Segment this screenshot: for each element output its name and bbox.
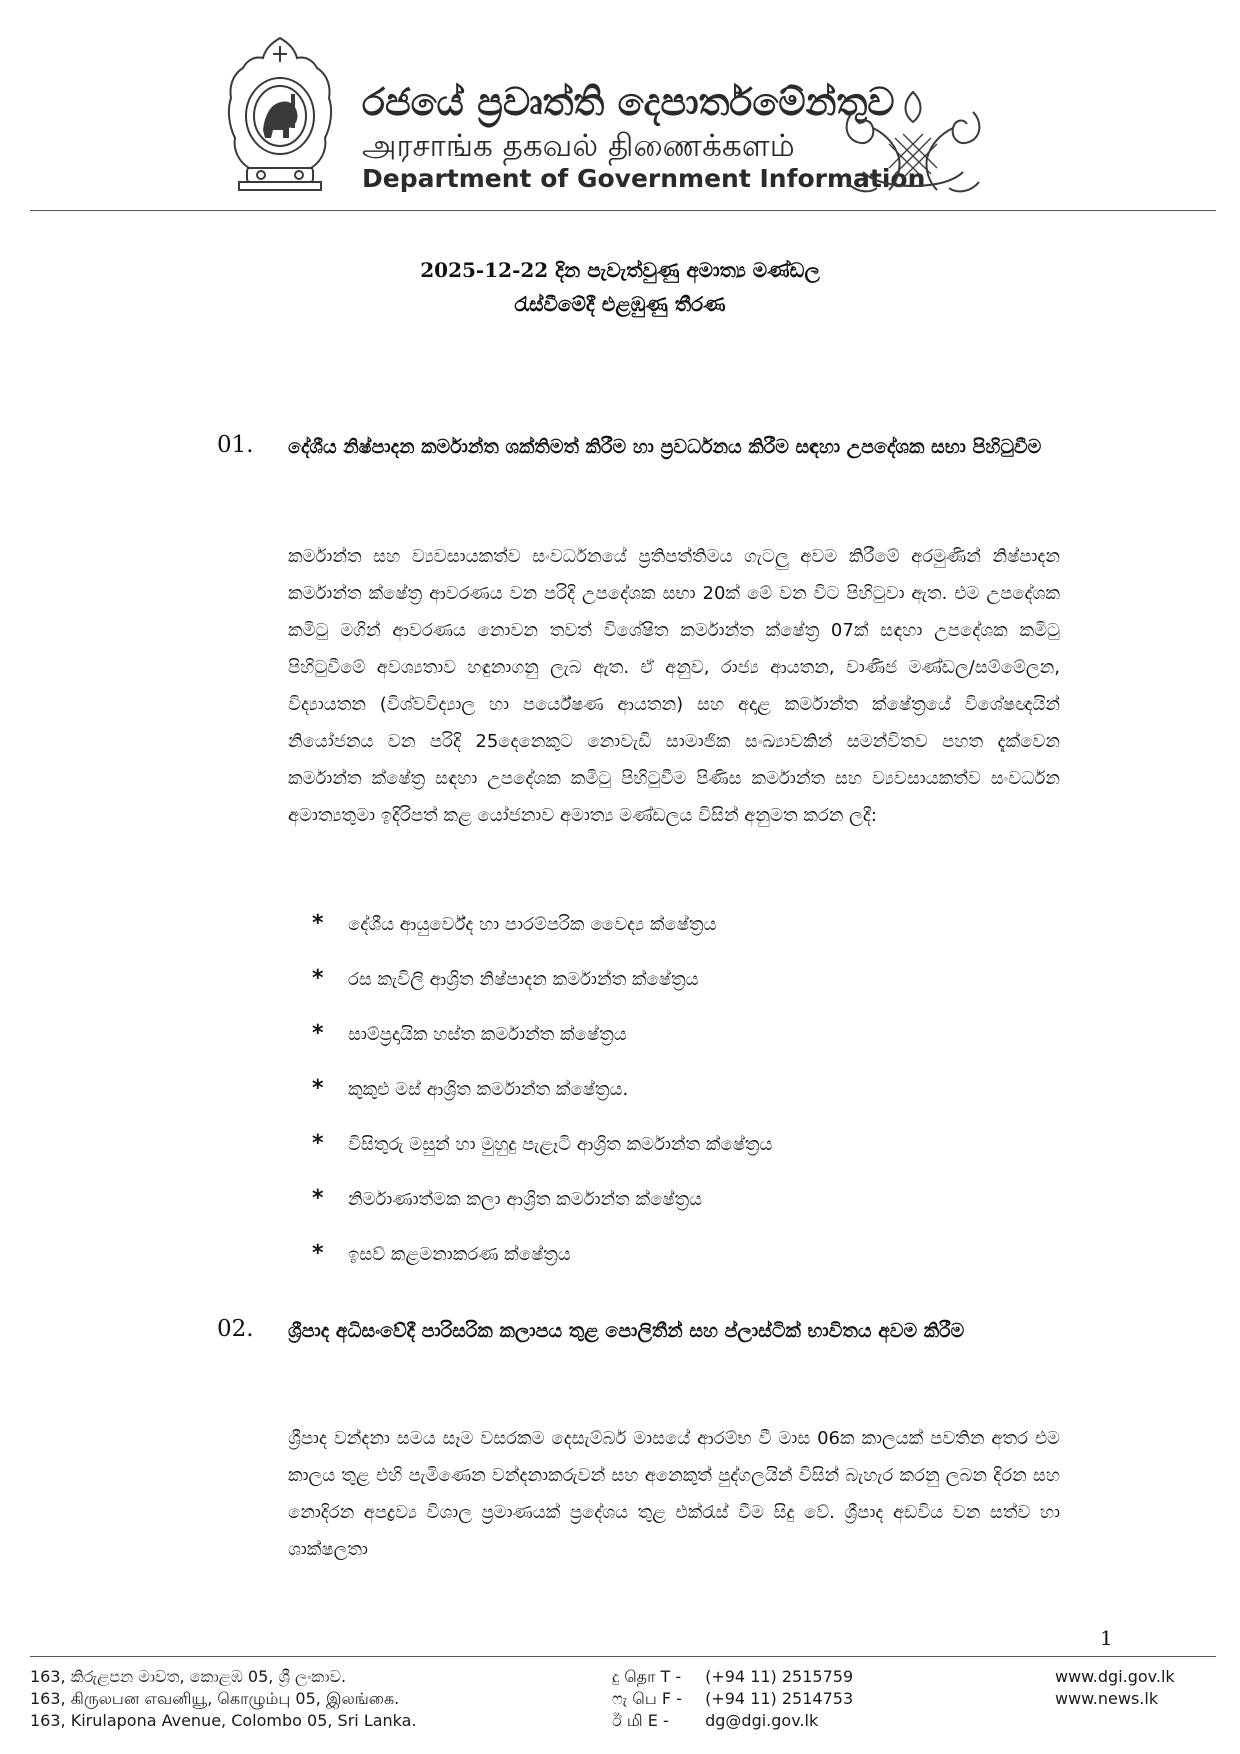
- bullet-item: ඉසව් කළමනාකරණ ක්ෂේත්‍රය: [348, 1244, 571, 1265]
- department-name-sinhala: රජයේ ප්‍රවෘත්ති දෙපාර්තමේන්තුව: [362, 80, 895, 124]
- bullet-item: නිර්මාණාත්මක කලා ආශ්‍රිත කර්මාන්ත ක්ෂේත්‍රය: [348, 1189, 703, 1210]
- bullet-item: රස කැවිලි ආශ්‍රිත නිෂ්පාදන කර්මාන්ත ක්ෂේත්‍රය: [348, 969, 699, 990]
- website-link-dgi[interactable]: www.dgi.gov.lk: [1055, 1667, 1175, 1686]
- section-title: දේශීය නිෂ්පාදන කර්මාන්ත ශක්තිමත් කිරීම හා ප්‍රවර්ධනය කිරීම සඳහා උපදේශක සභා පිහිටුවීම: [288, 436, 1042, 458]
- section-title: ශ්‍රීපාද අධිසංවේදී පාරිසරික කලාපය තුළ පොලිතීන් සහ ප්ලාස්ටික් භාවිතය අවම කිරීම: [288, 1320, 965, 1342]
- bullet-marker: *: [312, 911, 324, 936]
- bullet-item: විසිතුරු මසුන් හා මුහුදු පැළෑටි ආශ්‍රිත කර්මාන්ත ක්ෂේත්‍රය: [348, 1134, 773, 1155]
- address-english: 163, Kirulapona Avenue, Colombo 05, Sri Lanka.: [30, 1711, 417, 1730]
- department-name-tamil: அரசாங்க தகவல் திணைக்களம்: [362, 128, 795, 164]
- email-code: ඊ மி E -: [612, 1711, 669, 1730]
- footer-divider: [30, 1656, 1216, 1657]
- phone-code: දු தொ T -: [612, 1667, 682, 1686]
- dgi-ornament-icon: [833, 82, 993, 202]
- bullet-item: සාම්ප්‍රදායික හස්ත කර්මාන්ත ක්ෂේත්‍රය: [348, 1024, 627, 1045]
- document-title-line-1: 2025-12-22 දින පැවැත්වුණු අමාත්‍ය මණ්ඩල: [420, 258, 820, 282]
- bullet-marker: *: [312, 1131, 324, 1156]
- section-number: 01.: [217, 432, 254, 458]
- phone-number: (+94 11) 2515759: [705, 1667, 854, 1686]
- section-number: 02.: [217, 1316, 254, 1342]
- bullet-marker: *: [312, 966, 324, 991]
- bullet-marker: *: [312, 1021, 324, 1046]
- fax-row: [612, 1688, 853, 1710]
- section-paragraph: ශ්‍රීපාද වන්දනා සමය සෑම වසරකම දෙසැම්බර් මාසයේ ආරම්භ වී මාස 06ක කාලයක් පවතින අතර එම කාලය තුළ එහි පැමිණෙන වන්දනාකරුවන් සහ අනෙකුත් පුද්ගලයින් විසින් බැහැර කරනු ලබන දිරන සහ නොදිරන අපද්‍රව්‍ය විශාල ප්‍රමාණයක් ප්‍රදේශය තුළ එක්රැස් වීම සිදු වේ. ශ්‍රීපාද අඩවිය වන සත්ව හා ශාක්ෂලතා: [288, 1428, 1060, 1560]
- email-address[interactable]: dg@dgi.gov.lk: [705, 1711, 819, 1730]
- page-number: 1: [1100, 1626, 1113, 1650]
- footer-websites: [1055, 1666, 1175, 1710]
- bullet-item: කුකුළු මස් ආශ්‍රිත කර්මාන්ත ක්ෂේත්‍රය.: [348, 1079, 629, 1100]
- fax-code: ෆැ பெ F -: [612, 1689, 682, 1708]
- header-divider: [30, 210, 1216, 211]
- bullet-item: දේශීය ආයුර්වේද හා පාරම්පරික වෛද්‍ය ක්ෂේත්‍රය: [348, 914, 717, 935]
- state-emblem-icon: [225, 34, 335, 194]
- department-name-english: Department of Government Information: [362, 164, 926, 193]
- fax-number: (+94 11) 2514753: [705, 1689, 854, 1708]
- phone-row: [612, 1666, 853, 1688]
- footer-address: [30, 1666, 417, 1732]
- address-sinhala: 163, කිරුළපන මාවත, කොළඹ 05, ශ්‍රී ලංකාව.: [30, 1667, 347, 1686]
- email-row: [612, 1710, 853, 1732]
- address-tamil: 163, கிருலபன எவனியூ, கொழும்பு 05, இலங்கை.: [30, 1689, 400, 1708]
- website-link-news[interactable]: www.news.lk: [1055, 1689, 1159, 1708]
- document-title-line-2: රැස්වීමේදී එළඹුණු තීරණ: [514, 292, 726, 316]
- section-paragraph: කර්මාන්ත සහ ව්‍යවසායකත්ව සංවර්ධනයේ ප්‍රතිපත්තිමය ගැටලු අවම කිරීමේ අරමුණින් නිෂ්පාදන කර්මාන්ත ක්ෂේත්‍ර ආවරණය වන පරිදි උපදේශක සභා 20ක් මේ වන විට පිහිටුවා ඇත. එම උපදේශක කමිටු මගින් ආවරණය නොවන තවත් විශේෂිත කර්මාන්ත ක්ෂේත්‍ර 07ක් සඳහා උපදේශක කමිටු පිහිටුවීමේ අවශ්‍යතාව හඳුනාගනු ලැබ ඇත. ඒ අනුව, රාජ්‍ය ආයතන, වාණිජ මණ්ඩල/සම්මේලන, විද්‍යායතන (විශ්වවිද්‍යාල හා පර්යේෂණ ආයතන) සහ අදාළ කර්මාන්ත ක්ෂේත්‍රයේ විශේෂඥයින් නියෝජනය වන පරිදි 25දෙනෙකුට නොවැඩි සාමාජික සංඛ්‍යාවකින් සමන්විතව පහත දැක්වෙන කර්මාන්ත ක්ෂේත්‍ර සඳහා උපදේශක කමිටු පිහිටුවීම පිණිස කර්මාන්ත සහ ව්‍යවසායකත්ව සංවර්ධන අමාත්‍යතුමා ඉදිරිපත් කළ යෝජනාව අමාත්‍ය මණ්ඩලය විසින් අනුමත කරන ලදී:: [288, 546, 1060, 826]
- bullet-marker: *: [312, 1186, 324, 1211]
- footer-contact: [612, 1666, 853, 1732]
- bullet-marker: *: [312, 1241, 324, 1266]
- bullet-marker: *: [312, 1076, 324, 1101]
